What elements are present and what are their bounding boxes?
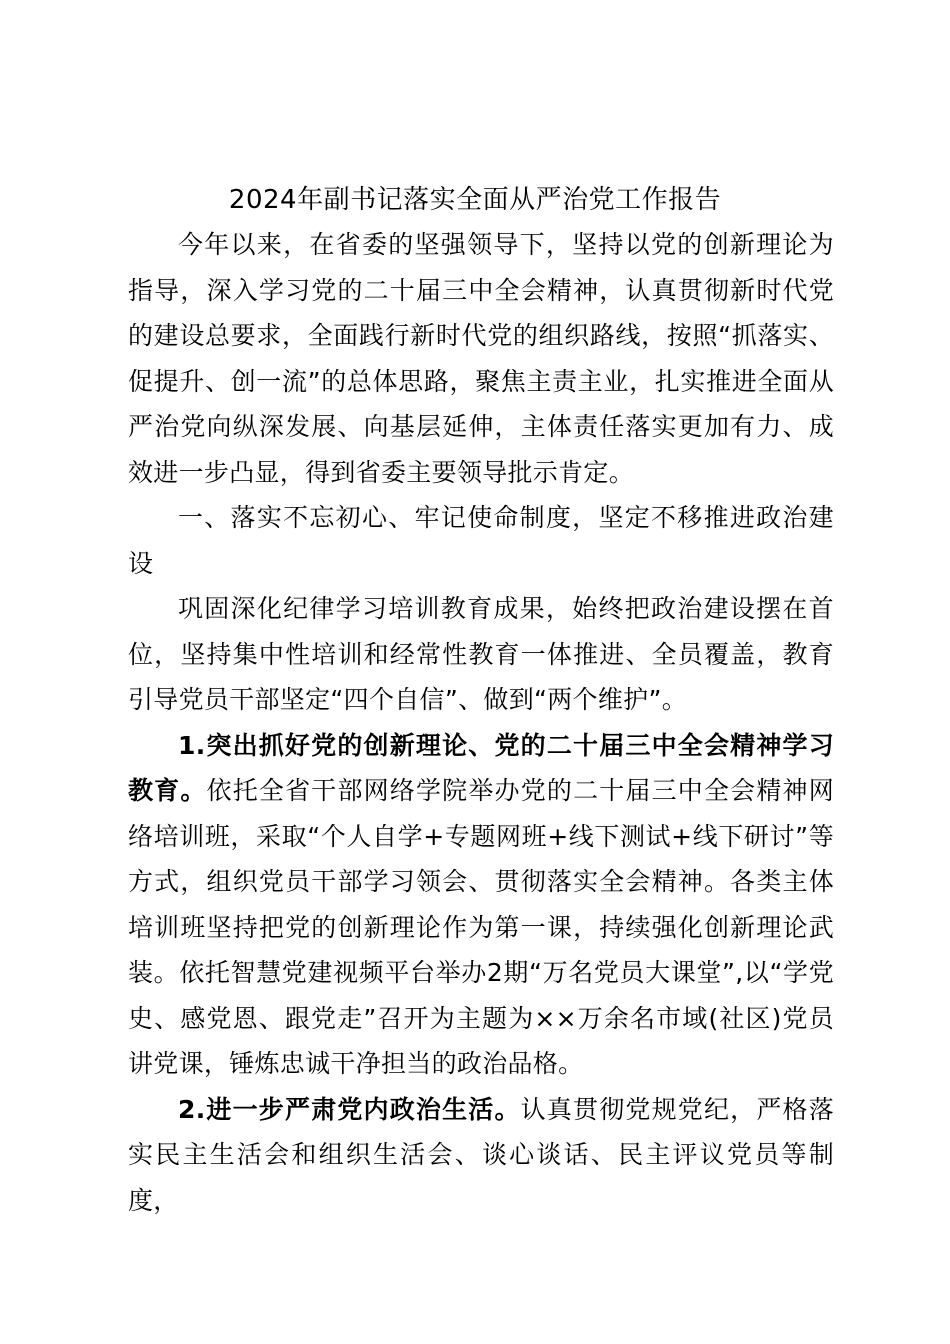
item-1-paragraph <box>128 723 834 1087</box>
section-heading: 一、落实不忘初心、牢记使命制度，坚定不移推进政治建设 <box>128 503 834 578</box>
item-2-paragraph <box>128 1087 834 1224</box>
item-1-lead: 1.突出抓好党的创新理论、党的二十届三中全会精神学习教育。 <box>128 730 834 805</box>
section-paragraph: 巩固深化纪律学习培训教育成果，始终把政治建设摆在首位，坚持集中性培训和经常性教育一体推进、全员覆盖，教育引导党员干部坚定“四个自信”、做到“两个维护”。 <box>128 594 834 714</box>
item-2-text: 认真贯彻党规党纪，严格落实民主生活会和组织生活会、谈心谈话、民主评议党员等制度， <box>128 1094 835 1215</box>
item-1-text: 依托全省干部网络学院举办党的二十届三中全会精神网络培训班，采取“个人自学+专题网班+线下测试+线下研讨”等方式，组织党员干部学习领会、贯彻落实全会精神。各类主体培训班坚持把党的创新理论作为第一课，持续强化创新理论武装。依托智慧党建视频平台举办2期“万名党员大课堂”,以“学党史、感党恩、跟党走”召开为主题为××万余名市域(社区)党员讲党课，锤炼忠诚干净担当的政治品格。 <box>128 776 834 1078</box>
item-2-lead: 2.进一步严肃党内政治生活。 <box>178 1094 521 1124</box>
intro-paragraph: 今年以来，在省委的坚强领导下，坚持以党的创新理论为指导，深入学习党的二十届三中全会精神，认真贯彻新时代党的建设总要求，全面践行新时代党的组织路线，按照“抓落实、促提升、创一流”的总体思路，聚焦主责主业，扎实推进全面从严治党向纵深发展、向基层延伸，主体责任落实更加有力、成效进一步凸显，得到省委主要领导批示肯定。 <box>128 230 834 487</box>
document-body <box>128 222 834 1223</box>
document-title: 2024年副书记落实全面从严治党工作报告 <box>228 185 722 215</box>
